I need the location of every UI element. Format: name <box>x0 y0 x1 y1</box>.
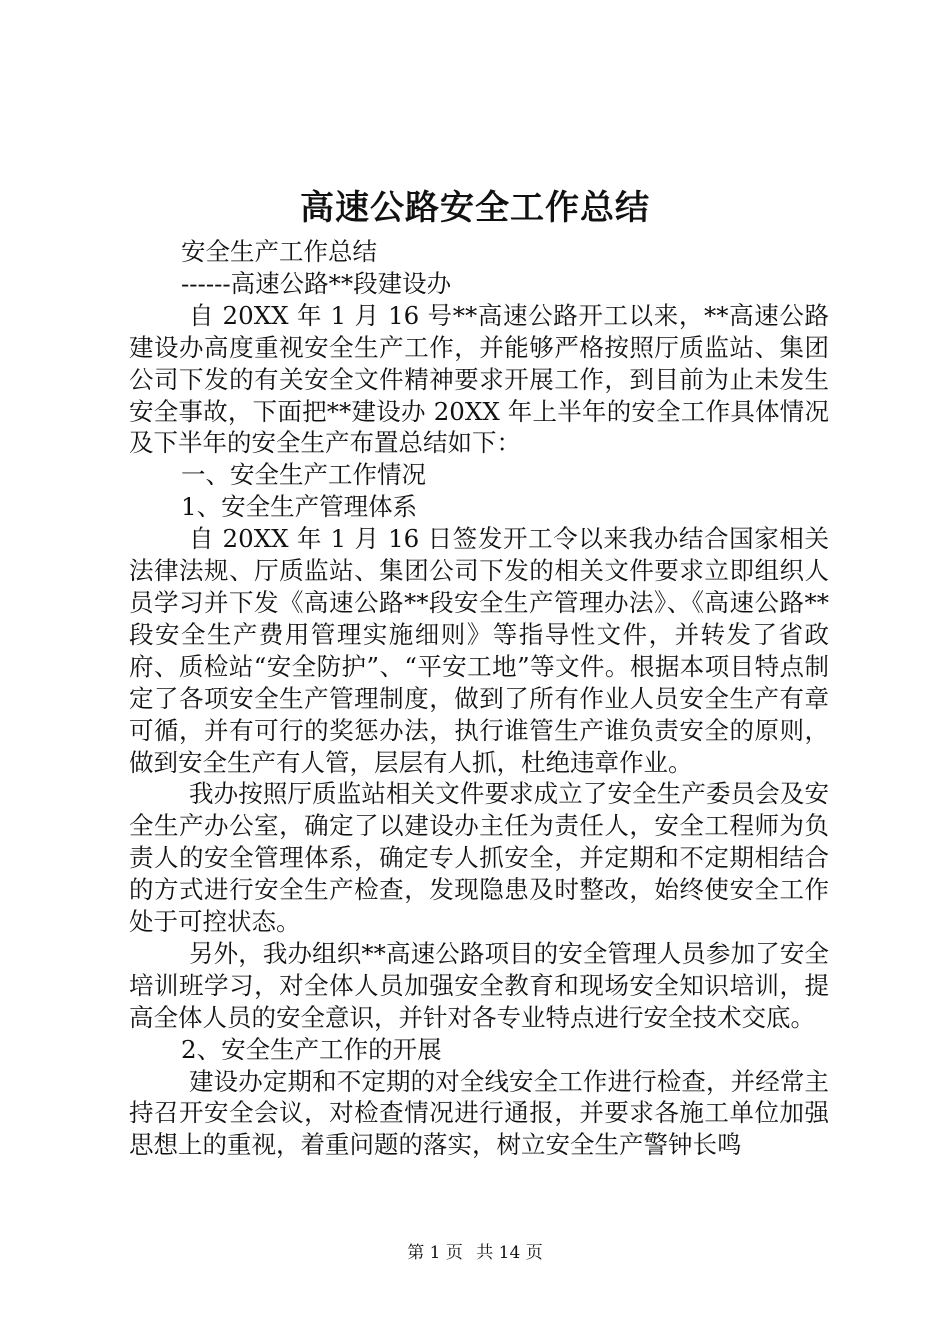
subtitle-line: ------高速公路**段建设办 <box>181 268 452 298</box>
paragraph: 自 20XX 年 1 月 16 号**高速公路开工以来，**高速公路建设办高度重视安全生产工作，并能够严格按照厅质监站、集团公司下发的有关安全文件精神要求开展工作，到目前为止未发生安全事故，下面把**建设办 20XX 年上半年的安全工作具体情况及下半年的安全生产布置总结如下： <box>129 300 829 458</box>
paragraph: 我办按照厅质监站相关文件要求成立了安全生产委员会及安全生产办公室，确定了以建设办主任为责任人，安全工程师为负责人的安全管理体系，确定专人抓安全，并定期和不定期相结合的方式进行安全生产检查，发现隐患及时整改，始终使安全工作处于可控状态。 <box>129 779 829 937</box>
section-heading: 一、安全生产工作情况 <box>181 460 426 490</box>
document-title: 高速公路安全工作总结 <box>300 188 650 228</box>
paragraph: 建设办定期和不定期的对全线安全工作进行检查，并经常主持召开安全会议，对检查情况进行通报，并要求各施工单位加强思想上的重视，着重问题的落实，树立安全生产警钟长鸣 <box>129 1066 829 1160</box>
document-body <box>129 236 829 1161</box>
page-total: 共 14 页 <box>476 1243 543 1263</box>
paragraph: 另外，我办组织**高速公路项目的安全管理人员参加了安全培训班学习，对全体人员加强安全教育和现场安全知识培训，提高全体人员的安全意识，并针对各专业特点进行安全技术交底。 <box>129 938 829 1032</box>
page-footer <box>0 1241 950 1265</box>
section-heading: 1、安全生产管理体系 <box>181 492 418 522</box>
paragraph: 自 20XX 年 1 月 16 日签发开工令以来我办结合国家相关法律法规、厅质监站、集团公司下发的相关文件要求立即组织人员学习并下发《高速公路**段安全生产管理办法》、《高速公路**段安全生产费用管理实施细则》等指导性文件，并转发了省政府、质检站“安全防护”、“平安工地”等文件。根据本项目特点制定了各项安全生产管理制度，做到了所有作业人员安全生产有章可循，并有可行的奖惩办法，执行谁管生产谁负责安全的原则，做到安全生产有人管，层层有人抓，杜绝违章作业。 <box>129 524 829 777</box>
section-heading: 安全生产工作总结 <box>181 237 377 266</box>
section-heading: 2、安全生产工作的开展 <box>181 1034 442 1064</box>
page-number: 第 1 页 <box>407 1243 463 1263</box>
